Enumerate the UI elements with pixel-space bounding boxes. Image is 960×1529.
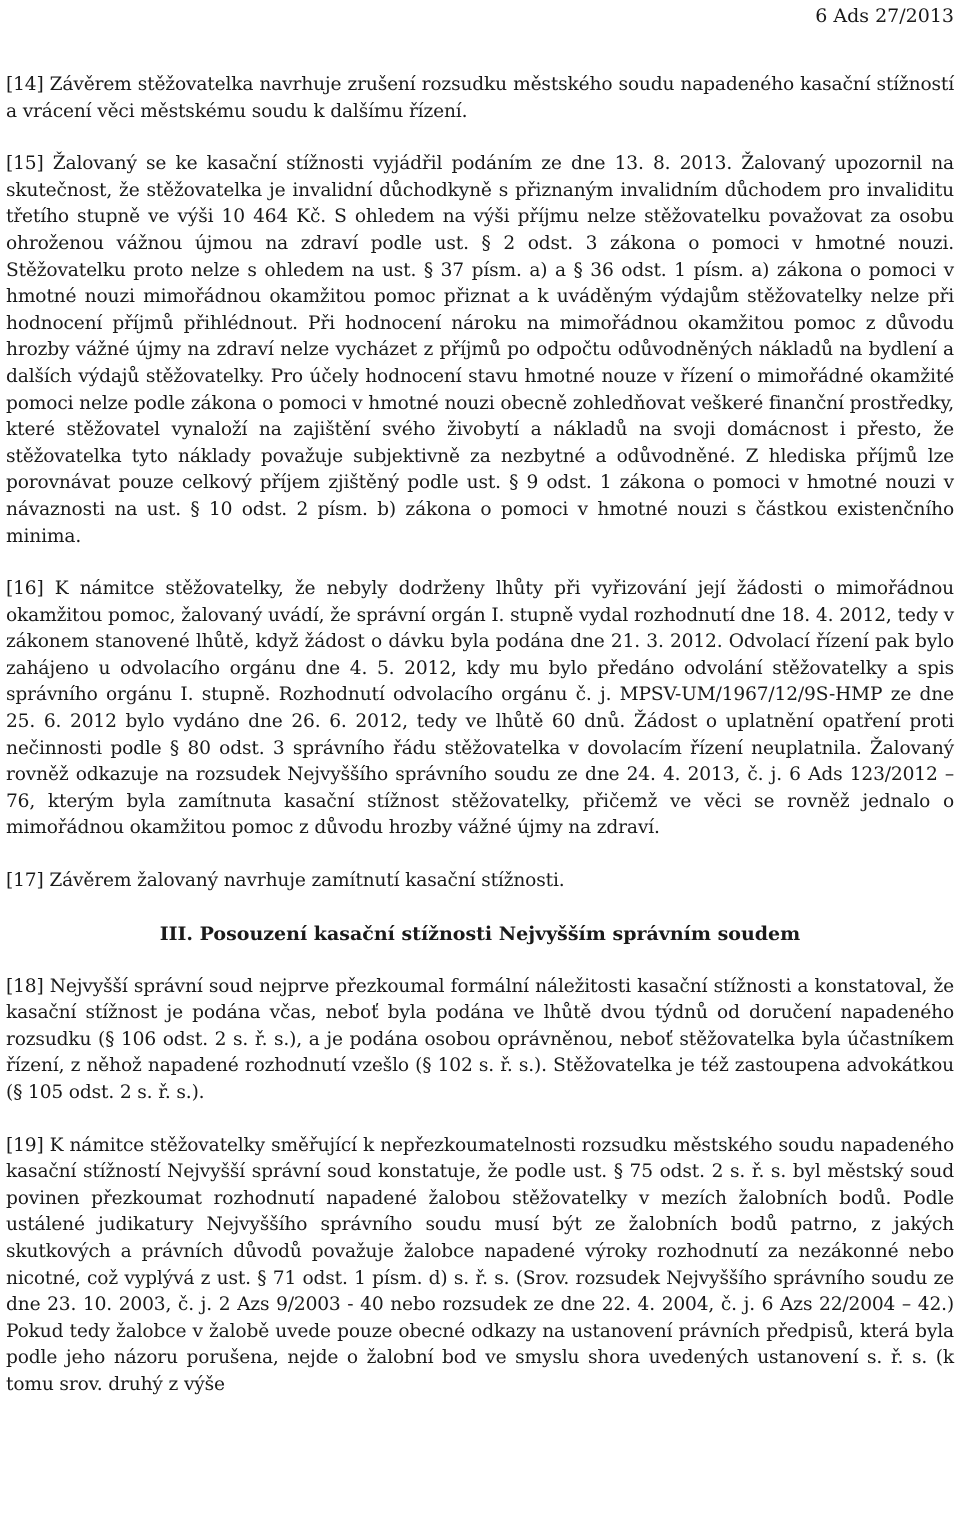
document-body [6,72,954,1425]
paragraph-19: [19] K námitce stěžovatelky směřující k nepřezkoumatelnosti rozsudku městského soudu napadeného kasační stížností Nejvyšší správní soud konstatuje, že podle ust. § 75 odst. 2 s. ř. s. byl městský soud povinen přezkoumat rozhodnutí napadené žalobou stěžovatelky v mezích žalobních bodů. Podle ustálené judikatury Nejvyššího správního soudu musí být ze žalobních bodů patrno, z jakých skutkových a právních důvodů považuje žalobce napadené výroky rozhodnutí za nezákonné nebo nicotné, což vyplývá z ust. § 71 odst. 1 písm. d) s. ř. s. (Srov. rozsudek Nejvyššího správního soudu ze dne 23. 10. 2003, č. j. 2 Azs 9/2003 - 40 nebo rozsudek ze dne 22. 4. 2004, č. j. 6 Azs 22/2004 – 42.) Pokud tedy žalobce v žalobě uvede pouze obecné odkazy na ustanovení právních předpisů, která byla podle jeho názoru porušena, nejde o žalobní bod ve smyslu shora uvedených ustanovení s. ř. s. (k tomu srov. druhý z výše [6,1134,954,1395]
paragraph-14: [14] Závěrem stěžovatelka navrhuje zrušení rozsudku městského soudu napadeného kasační stížností a vrácení věci městskému soudu k dalšímu řízení. [6,74,954,122]
paragraph-18: [18] Nejvyšší správní soud nejprve přezkoumal formální náležitosti kasační stížnosti a konstatoval, že kasační stížnost je podána včas, neboť byla podána ve lhůtě dvou týdnů od doručení napadeného rozsudku (§ 106 odst. 2 s. ř. s.), a je podána osobou oprávněnou, neboť stěžovatelka byla účastníkem řízení, z něhož napadené rozhodnutí vzešlo (§ 102 s. ř. s.). Stěžovatelka je též zastoupena advokátkou (§ 105 odst. 2 s. ř. s.). [6,975,954,1103]
paragraph-15: [15] Žalovaný se ke kasační stížnosti vyjádřil podáním ze dne 13. 8. 2013. Žalovaný upozornil na skutečnost, že stěžovatelka je invalidní důchodkyně s přiznaným invalidním důchodem pro invaliditu třetího stupně ve výši 10 464 Kč. S ohledem na výši příjmu nelze stěžovatelku považovat za osobu ohroženou vážnou újmou na zdraví podle ust. § 2 odst. 3 zákona o pomoci v hmotné nouzi. Stěžovatelku proto nelze s ohledem na ust. § 37 písm. a) a § 36 odst. 1 písm. a) zákona o pomoci v hmotné nouzi mimořádnou okamžitou pomoc přiznat a k uváděným výdajům stěžovatelky nelze při hodnocení příjmů přihlédnout. Při hodnocení nároku na mimořádnou okamžitou pomoc z důvodu hrozby vážné újmy na zdraví nelze vycházet z příjmů po odpočtu odůvodněných nákladů na bydlení a dalších výdajů stěžovatelky. Pro účely hodnocení stavu hmotné nouze v řízení o mimořádné okamžité pomoci nelze podle zákona o pomoci v hmotné nouzi obecně zohledňovat veškeré finanční prostředky, které stěžovatel vynaloží na zajištění svého živobytí a nákladů na svoji domácnost i přesto, že stěžovatelka tyto náklady považuje subjektivně za nezbytné a odůvodněné. Z hlediska příjmů lze porovnávat pouze celkový příjem zjištěný podle ust. § 9 odst. 1 zákona o pomoci v hmotné nouzi v návaznosti na ust. § 10 odst. 2 písm. b) zákona o pomoci v hmotné nouzi s částkou existenčního minima. [6,153,954,547]
section-heading: III. Posouzení kasační stížnosti Nejvyšším správním soudem [159,922,801,945]
paragraph-17: [17] Závěrem žalovaný navrhuje zamítnutí kasační stížnosti. [6,870,565,892]
case-number-header: 6 Ads 27/2013 [815,5,954,27]
paragraph-16: [16] K námitce stěžovatelky, že nebyly dodrženy lhůty při vyřizování její žádosti o mimořádnou okamžitou pomoc, žalovaný uvádí, že správní orgán I. stupně vydal rozhodnutí dne 18. 4. 2012, tedy v zákonem stanovené lhůtě, když žádost o dávku byla podána dne 21. 3. 2012. Odvolací řízení pak bylo zahájeno u odvolacího orgánu dne 4. 5. 2012, kdy mu bylo předáno odvolání stěžovatelky a spis správního orgánu I. stupně. Rozhodnutí odvolacího orgánu č. j. MPSV-UM/1967/12/9S-HMP ze dne 25. 6. 2012 bylo vydáno dne 26. 6. 2012, tedy ve lhůtě 60 dnů. Žádost o uplatnění opatření proti nečinnosti podle § 80 odst. 3 správního řádu stěžovatelka v dovolacím řízení neuplatnila. Žalovaný rovněž odkazuje na rozsudek Nejvyššího správního soudu ze dne 24. 4. 2013, č. j. 6 Ads 123/2012 – 76, kterým byla zamítnuta kasační stížnost stěžovatelky, přičemž ve věci se rovněž jednalo o mimořádnou okamžitou pomoc z důvodu hrozby vážné újmy na zdraví. [6,578,954,839]
